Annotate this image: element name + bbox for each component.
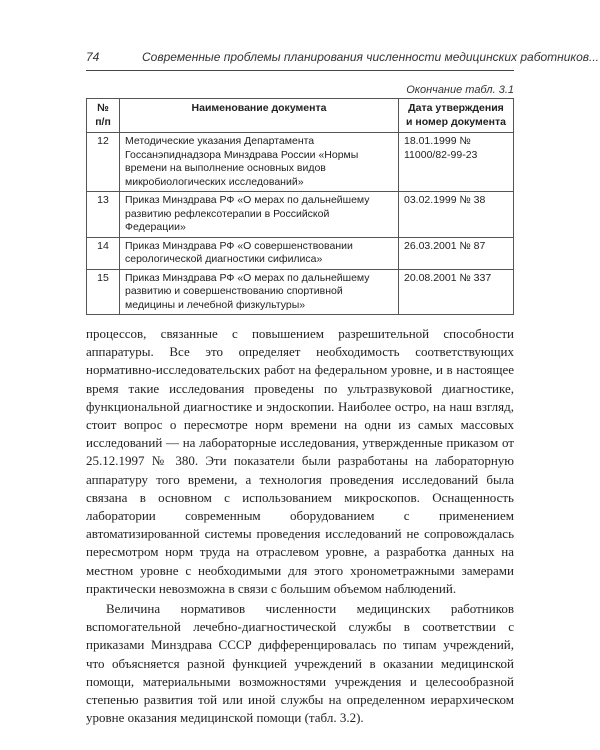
column-header-number: № п/п <box>87 99 120 133</box>
row-document-date: 20.08.2001 № 337 <box>399 269 514 315</box>
row-document-name: Методические указания Департамента Госсанэпиднадзора Минздрава России «Нормы времени на выполнение основных видов микробиологических исследований» <box>120 133 399 192</box>
row-document-name: Приказ Минздрава РФ «О мерах по дальнейшему развитию рефлексотерапии в Российской Федерации» <box>120 192 399 238</box>
row-document-date: 03.02.1999 № 38 <box>399 192 514 238</box>
table-row <box>87 133 514 192</box>
running-title: Современные проблемы планирования численности медицинских работников... <box>142 50 600 64</box>
table-row <box>87 269 514 315</box>
row-document-date: 18.01.1999 № 11000/82-99-23 <box>399 133 514 192</box>
body-paragraph: процессов, связанные с повышением разрешительной способности аппаратуры. Все это определяет необходимость соответствующих нормативно-исследовательских работ на федеральном уровне, и в настоящее время такие исследования проведены по ультразвуковой диагностике, функциональной диагностике и эндоскопии. Наиболее остро, на наш взгляд, стоит вопрос о пересмотре норм времени на одни из самых массовых исследований — на лабораторные исследования, утвержденные приказом от 25.12.1997 № 380. Эти показатели были разработаны на лабораторную аппаратуру того времени, а технология проведения исследований была связана в основном с использованием микроскопов. Оснащенность лаборатории современным оборудованием с применением автоматизированной системы проведения исследований не сопровождалась пересмотром норм труда на отраслевом уровне, а разработка данных на местном уровне с необходимыми для этого хронометражными замерами практически невозможна в связи с большим объемом наблюдений. <box>86 326 514 596</box>
body-paragraph: Величина нормативов численности медицинских работников вспомогательной лечебно-диагностической службы в соответствии с приказами Минздрава СССР дифференцировалась по типам учреждений, что объясняется разной функцией учреждений в оказании медицинской помощи, материальными возможностями учреждения и целесообразной степенью развития той или иной службы на определенном иерархическом уровне оказания медицинской помощи (табл. 3.2). <box>86 601 514 726</box>
row-document-date: 26.03.2001 № 87 <box>399 237 514 269</box>
row-number: 14 <box>87 237 120 269</box>
table-row <box>87 237 514 269</box>
row-document-name: Приказ Минздрава РФ «О совершенствовании серологической диагностики сифилиса» <box>120 237 399 269</box>
page-number: 74 <box>86 50 100 64</box>
row-document-name: Приказ Минздрава РФ «О мерах по дальнейшему развитию и совершенствованию спортивной медицины и лечебной физкультуры» <box>120 269 399 315</box>
table-row <box>87 192 514 238</box>
table-caption: Окончание табл. 3.1 <box>406 84 514 96</box>
documents-table <box>86 98 514 315</box>
column-header-date: Дата утверждения и номер документа <box>399 99 514 133</box>
table-header-row <box>87 99 514 133</box>
header-rule <box>86 70 514 71</box>
row-number: 12 <box>87 133 120 192</box>
column-header-name: Наименование документа <box>120 99 399 133</box>
row-number: 15 <box>87 269 120 315</box>
row-number: 13 <box>87 192 120 238</box>
body-text <box>86 325 514 727</box>
